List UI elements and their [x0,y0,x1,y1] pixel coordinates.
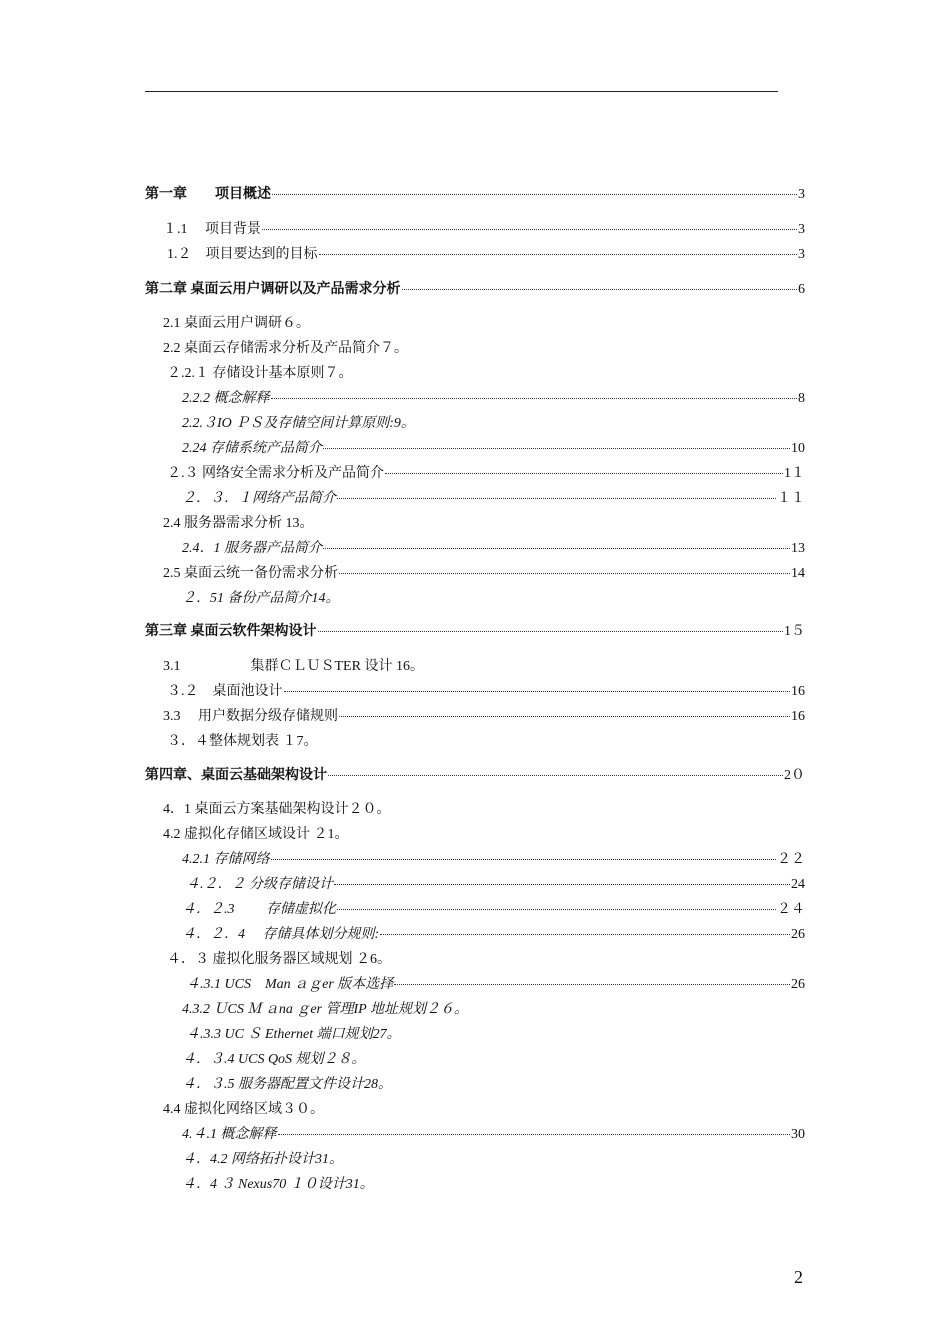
toc-entry-page: 1１ [784,466,805,481]
toc-entry-title: ３．４整体规划表 １7。 [167,734,318,749]
toc-entry[interactable] [163,801,391,819]
toc-dot-leader [402,289,798,290]
toc-entry-page: 6 [798,282,805,297]
toc-dot-leader [272,194,797,195]
toc-dot-leader [339,716,790,717]
toc-entry-page: 16 [791,709,805,724]
toc-entry-title: ２.2.１ 存储设计基本原则７。 [167,366,353,381]
toc-dot-leader [339,573,790,574]
toc-dot-leader [323,448,790,449]
toc-entry[interactable] [167,683,805,701]
toc-entry-title: ４.3.3 UC Ｓ Ethernet 端口规划27。 [186,1027,401,1042]
toc-entry-title: 2.24 存储系统产品简介 [182,441,322,456]
toc-entry[interactable] [182,851,805,869]
toc-entry-page: 14 [791,566,805,581]
toc-entry-title: 第一章 项目概述 [145,187,271,202]
toc-dot-leader [380,934,790,935]
toc-entry-page: ２４ [777,902,805,917]
toc-entry-page: 24 [791,877,805,892]
toc-entry[interactable] [182,540,805,558]
toc-entry-title: １.1 项目背景 [163,222,261,237]
toc-entry-title: 2.2.３IO ＰＳ及存储空间计算原则:9。 [182,416,415,431]
toc-dot-leader [262,229,797,230]
toc-entry[interactable] [163,658,424,676]
toc-entry-page: 3 [798,187,805,202]
toc-entry-title: ４.3.1 UCS Man ａｇer 版本选择 [186,977,394,992]
toc-entry-page: 26 [791,977,805,992]
toc-entry-title: ２.３ 网络安全需求分析及产品简介 [167,466,384,481]
toc-entry-page: 16 [791,684,805,699]
toc-entry-title: ４．4.2 网络拓扑设计31。 [182,1152,343,1167]
toc-entry-title: ４．３ 虚拟化服务器区域规划 ２6。 [167,952,391,967]
toc-entry[interactable] [182,490,805,508]
toc-entry[interactable] [182,415,415,433]
toc-entry[interactable] [163,221,805,239]
toc-entry-title: ２．３．１网络产品简介 [182,491,336,506]
toc-dot-leader [323,548,790,549]
toc-entry-title: 第二章 桌面云用户调研以及产品需求分析 [145,282,401,297]
toc-entry-title: 2.2.2 概念解释 [182,391,270,406]
toc-dot-leader [394,984,790,985]
toc-entry-title: ４.２．２ 分级存储设计 [186,877,333,892]
toc-entry[interactable] [163,340,408,358]
toc-entry[interactable] [186,1026,401,1044]
toc-entry[interactable] [186,976,805,994]
toc-entry-title: 3.3 用户数据分级存储规则 [163,709,338,724]
toc-entry-title: 4.2 虚拟化存储区域设计 ２1。 [163,827,349,842]
toc-entry-title: 第三章 桌面云软件架构设计 [145,624,317,639]
toc-entry-title: ３.２ 桌面池设计 [167,684,283,699]
toc-dot-leader [271,398,798,399]
toc-entry-page: 3 [798,222,805,237]
toc-entry-title: 4.3.2 ＵCS Ｍ ａna ｇer 管理IP 地址规划２６。 [182,1002,468,1017]
toc-dot-leader [271,859,777,860]
toc-entry-title: ４．4 ３ Nexus70 １０设计31。 [182,1177,374,1192]
toc-entry[interactable] [163,515,314,533]
toc-entry-title: ４．３.5 服务器配置文件设计28。 [182,1077,392,1092]
toc-entry-title: ４．２．4 存储具体划分规则: [182,927,380,942]
toc-entry-page: 1５ [784,624,805,639]
toc-entry[interactable] [163,565,805,583]
toc-entry[interactable] [182,1126,805,1144]
toc-entry[interactable] [182,590,340,608]
toc-entry-page: ２２ [777,852,805,867]
page-number: 2 [794,1267,803,1287]
toc-entry[interactable] [167,246,805,264]
toc-entry[interactable] [182,1151,343,1169]
toc-entry[interactable] [182,1051,366,1069]
toc-chapter-entry[interactable] [145,186,805,204]
toc-entry[interactable] [182,1076,392,1094]
toc-entry-title: 2.4．1 服务器产品简介 [182,541,322,556]
toc-entry[interactable] [167,951,391,969]
toc-entry[interactable] [167,733,318,751]
toc-dot-leader [319,254,798,255]
toc-chapter-entry[interactable] [145,767,805,785]
toc-entry-title: 第四章、桌面云基础架构设计 [145,768,327,783]
toc-entry-title: ４．３.4 UCS QoS 规划２８。 [182,1052,366,1067]
toc-entry[interactable] [182,926,805,944]
toc-entry-title: ４．２.3 存储虚拟化 [182,902,336,917]
toc-entry-title: 3.1 集群ＣＬＵＳTER 设计 16。 [163,659,424,674]
toc-entry[interactable] [163,1101,324,1119]
toc-entry-page: 26 [791,927,805,942]
toc-dot-leader [318,631,784,632]
toc-chapter-entry[interactable] [145,281,805,299]
toc-entry-title: 2.2 桌面云存储需求分析及产品简介７。 [163,341,408,356]
toc-entry[interactable] [167,365,353,383]
toc-entry[interactable] [163,708,805,726]
toc-entry-title: 2.5 桌面云统一备份需求分析 [163,566,338,581]
toc-entry[interactable] [186,876,805,894]
toc-entry[interactable] [163,315,310,333]
toc-entry[interactable] [163,826,349,844]
toc-entry-title: 4.４.1 概念解释 [182,1127,277,1142]
toc-dot-leader [385,473,783,474]
toc-entry-title: 1.２ 项目要达到的目标 [167,247,318,262]
toc-chapter-entry[interactable] [145,623,805,641]
toc-dot-leader [284,691,791,692]
toc-entry-title: 2.4 服务器需求分析 13。 [163,516,314,531]
toc-entry-page: 8 [798,391,805,406]
toc-entry-title: 2.1 桌面云用户调研６。 [163,316,310,331]
toc-entry-page: 10 [791,441,805,456]
toc-entry-page: 2０ [784,768,805,783]
toc-entry[interactable] [182,1001,468,1019]
toc-entry[interactable] [167,465,805,483]
toc-dot-leader [337,909,776,910]
toc-entry-page: 30 [791,1127,805,1142]
toc-entry-page: 3 [798,247,805,262]
toc-dot-leader [278,1134,791,1135]
toc-dot-leader [328,775,783,776]
toc-entry-title: 4．1 桌面云方案基础架构设计２０。 [163,802,391,817]
toc-entry[interactable] [182,440,805,458]
toc-entry-title: 4.2.1 存储网络 [182,852,270,867]
toc-entry[interactable] [182,1176,374,1194]
toc-dot-leader [334,884,790,885]
toc-entry[interactable] [182,390,805,408]
toc-entry-page: １１ [777,491,805,506]
toc-entry[interactable] [182,901,805,919]
toc-dot-leader [337,498,776,499]
toc-entry-title: 4.4 虚拟化网络区域３０。 [163,1102,324,1117]
toc-entry-title: ２．51 备份产品简介14。 [182,591,340,606]
toc-entry-page: 13 [791,541,805,556]
